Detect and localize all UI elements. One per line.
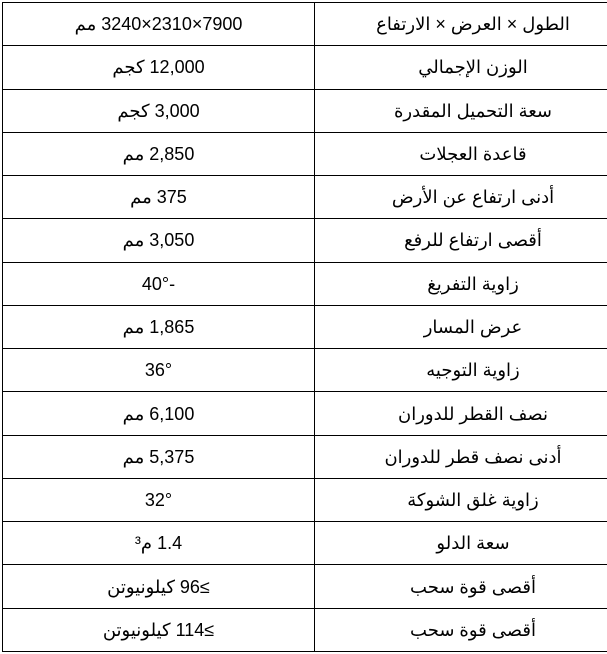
specifications-table [2,2,607,652]
spec-value: 3,000 كجم [3,89,315,132]
spec-label: سعة التحميل المقدرة [315,89,607,132]
spec-label: زاوية غلق الشوكة [315,478,607,521]
spec-value: 3,050 مم [3,219,315,262]
spec-value: ≥96 كيلونيوتن [3,565,315,608]
spec-value: 6,100 مم [3,392,315,435]
spec-label: أقصى قوة سحب [315,565,607,608]
table-row [3,608,607,651]
spec-value: 32° [3,478,315,521]
table-row [3,435,607,478]
spec-label: عرض المسار [315,305,607,348]
table-row [3,3,607,46]
spec-label: أدنى نصف قطر للدوران [315,435,607,478]
spec-value: 5,375 مم [3,435,315,478]
spec-label: الطول × العرض × الارتفاع [315,3,607,46]
table-row [3,305,607,348]
spec-label: زاوية التوجيه [315,349,607,392]
table-row [3,219,607,262]
table-row [3,176,607,219]
spec-value: 1.4 م³ [3,522,315,565]
table-row [3,46,607,89]
spec-label: أدنى ارتفاع عن الأرض [315,176,607,219]
spec-value: 12,000 كجم [3,46,315,89]
spec-label: أقصى قوة سحب [315,608,607,651]
spec-value: 2,850 مم [3,132,315,175]
spec-label: نصف القطر للدوران [315,392,607,435]
spec-value: -40° [3,262,315,305]
spec-value: 7900×2310×3240 مم [3,3,315,46]
table-row [3,89,607,132]
spec-value: 1,865 مم [3,305,315,348]
table-row [3,565,607,608]
table-row [3,478,607,521]
spec-value: ≥114 كيلونيوتن [3,608,315,651]
spec-value: 375 مم [3,176,315,219]
table-row [3,522,607,565]
spec-label: زاوية التفريغ [315,262,607,305]
table-row [3,132,607,175]
table-row [3,392,607,435]
spec-label: الوزن الإجمالي [315,46,607,89]
table-row [3,262,607,305]
spec-label: سعة الدلو [315,522,607,565]
spec-value: 36° [3,349,315,392]
table-row [3,349,607,392]
spec-label: قاعدة العجلات [315,132,607,175]
spec-label: أقصى ارتفاع للرفع [315,219,607,262]
